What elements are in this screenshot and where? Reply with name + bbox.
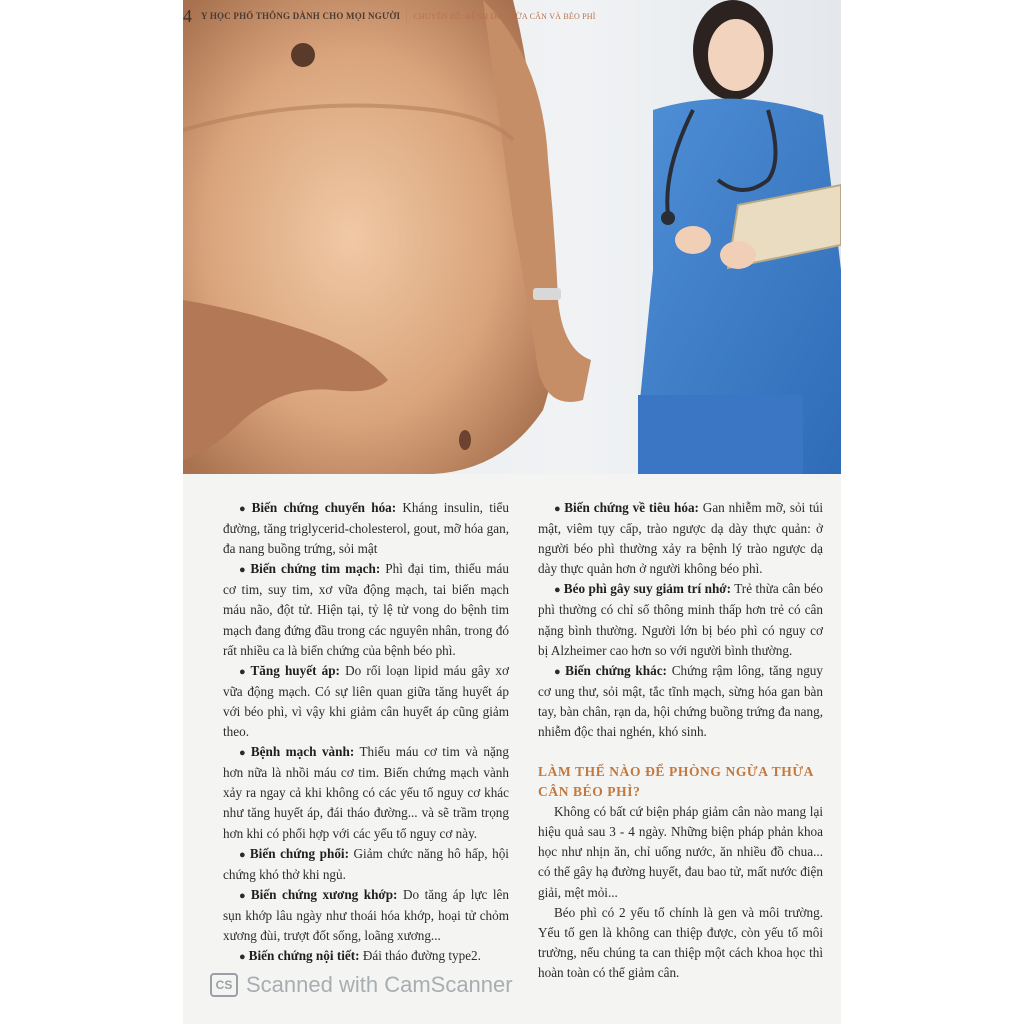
bullet-icon: ● [239, 747, 248, 760]
item-text: Phì đại tim, thiếu máu cơ tim, suy tim, xơ vữa động mạch, tai biến mạch máu não, đột tử. Hiện tại, tỷ lệ tử vong do bệnh tim mạch đang đứng đầu trong các nguyên nhân, trong đó rất nhiều ca là biến chứng của bệnh béo phì. [223, 561, 509, 658]
camscanner-logo-icon: CS [210, 973, 238, 997]
item-text: Đái tháo đường type2. [359, 948, 481, 964]
item-term: Biến chứng phổi: [249, 845, 349, 861]
watermark-text: Scanned with CamScanner [246, 972, 513, 997]
item-text: Chứng rậm lông, tăng nguy cơ ung thư, sỏi mật, tắc tĩnh mạch, sừng hóa gan bàn tay, bàn chân, rạn da, hội chứng buồng trứng đa nang, nhiễm độc thai nghén, khó sinh. [538, 662, 823, 740]
paragraph: Không có bất cứ biện pháp giảm cân nào mang lại hiệu quả sau 3 - 4 ngày. Những biện pháp phản khoa học như nhịn ăn, chỉ uống nước, ăn nhiều đồ chua... có thể gây hạ đường huyết, đau bao tử, mất nước điện giải, mệt mỏi... [538, 804, 823, 900]
bullet-icon: ● [239, 564, 248, 577]
section-heading: LÀM THẾ NÀO ĐỂ PHÒNG NGỪA THỪA CÂN BÉO PHÌ? [538, 764, 814, 800]
paragraph: Béo phì có 2 yếu tố chính là gen và môi trường. Yếu tố gen là không can thiệp được, còn yếu tố môi trường, nếu chúng ta can thiệp một cách khoa học thì hoàn toàn có thể giảm cân. [538, 904, 823, 980]
item-term: Tăng huyết áp: [250, 662, 340, 678]
list-item [538, 498, 823, 579]
item-text: Do rối loạn lipid máu gây xơ vữa động mạch. Có sự liên quan giữa tăng huyết áp với béo phì, vì vậy khi giảm cân huyết áp cũng giảm theo. [223, 662, 509, 740]
list-item [538, 579, 823, 660]
item-term: Biến chứng xương khớp: [250, 886, 398, 902]
item-term: Biến chứng về tiêu hóa: [564, 500, 699, 515]
bullet-icon: ● [554, 584, 561, 597]
item-text: Giảm chức năng hô hấp, hội chứng khó thở khi ngủ. [223, 845, 509, 882]
bullet-icon: ● [239, 889, 248, 902]
list-item [223, 498, 509, 559]
bullet-icon: ● [239, 503, 249, 515]
item-text: Gan nhiễm mỡ, sỏi túi mật, viêm tụy cấp, trào ngược dạ dày thực quản: ở người béo phì thường xảy ra bệnh lý trào ngược dạ dày thực quản hơn ở người không béo phì. [538, 500, 823, 577]
item-term: Biến chứng khác: [565, 662, 667, 678]
item-term: Biến chứng chuyển hóa: [251, 500, 397, 515]
header-topic: CHUYÊN ĐỀ: BỆNH DO THỪA CÂN VÀ BÉO PHÌ [413, 11, 596, 21]
list-item [223, 661, 509, 742]
running-header [183, 6, 596, 26]
right-column [538, 498, 823, 983]
left-column [223, 498, 509, 967]
item-text: Trẻ thừa cân béo phì thường có chỉ số thông minh thấp hơn trẻ có cân nặng bình thường. Người lớn bị béo phì có nguy cơ bị Alzheimer cao hơn so với người bình thường. [538, 581, 823, 658]
list-item [223, 946, 509, 967]
page-number: 4 [183, 5, 192, 26]
list-item [223, 559, 509, 660]
bullet-icon: ● [554, 665, 563, 678]
bullet-icon: ● [554, 503, 562, 515]
bullet-icon: ● [239, 848, 247, 861]
item-text: Kháng insulin, tiểu đường, tăng triglycerid-cholesterol, gout, mỡ hóa gan, đa nang buồng trứng, sỏi mật [223, 500, 509, 557]
item-term: Béo phì gây suy giảm trí nhớ: [563, 581, 731, 597]
header-divider [406, 9, 407, 23]
item-term: Biến chứng nội tiết: [248, 948, 360, 964]
list-item [223, 885, 509, 946]
list-item [223, 742, 509, 843]
list-item [538, 661, 823, 742]
list-item [223, 844, 509, 885]
bullet-icon: ● [239, 951, 246, 964]
item-text: Do tăng áp lực lên sụn khớp lâu ngày như thoái hóa khớp, hoại tử chỏm xương đùi, trượt đốt sống, loãng xương... [223, 886, 509, 943]
item-text: Thiếu máu cơ tim và nặng hơn nữa là nhồi máu cơ tim. Biến chứng mạch vành xảy ra ngay cả khi không có các yếu tố nguy cơ khác như tăng huyết áp, đái tháo đường... và sẽ trầm trọng hơn khi có phối hợp với các yếu tố nguy cơ này. [223, 744, 509, 841]
book-page [183, 0, 841, 1024]
bullet-icon: ● [239, 665, 248, 678]
item-term: Bệnh mạch vành: [250, 744, 355, 760]
item-term: Biến chứng tim mạch: [250, 561, 381, 577]
cover-photo [183, 0, 841, 474]
photo-illustration [183, 0, 841, 474]
header-title: Y HỌC PHỔ THÔNG DÀNH CHO MỌI NGƯỜI [201, 11, 401, 21]
camscanner-watermark [210, 972, 513, 998]
